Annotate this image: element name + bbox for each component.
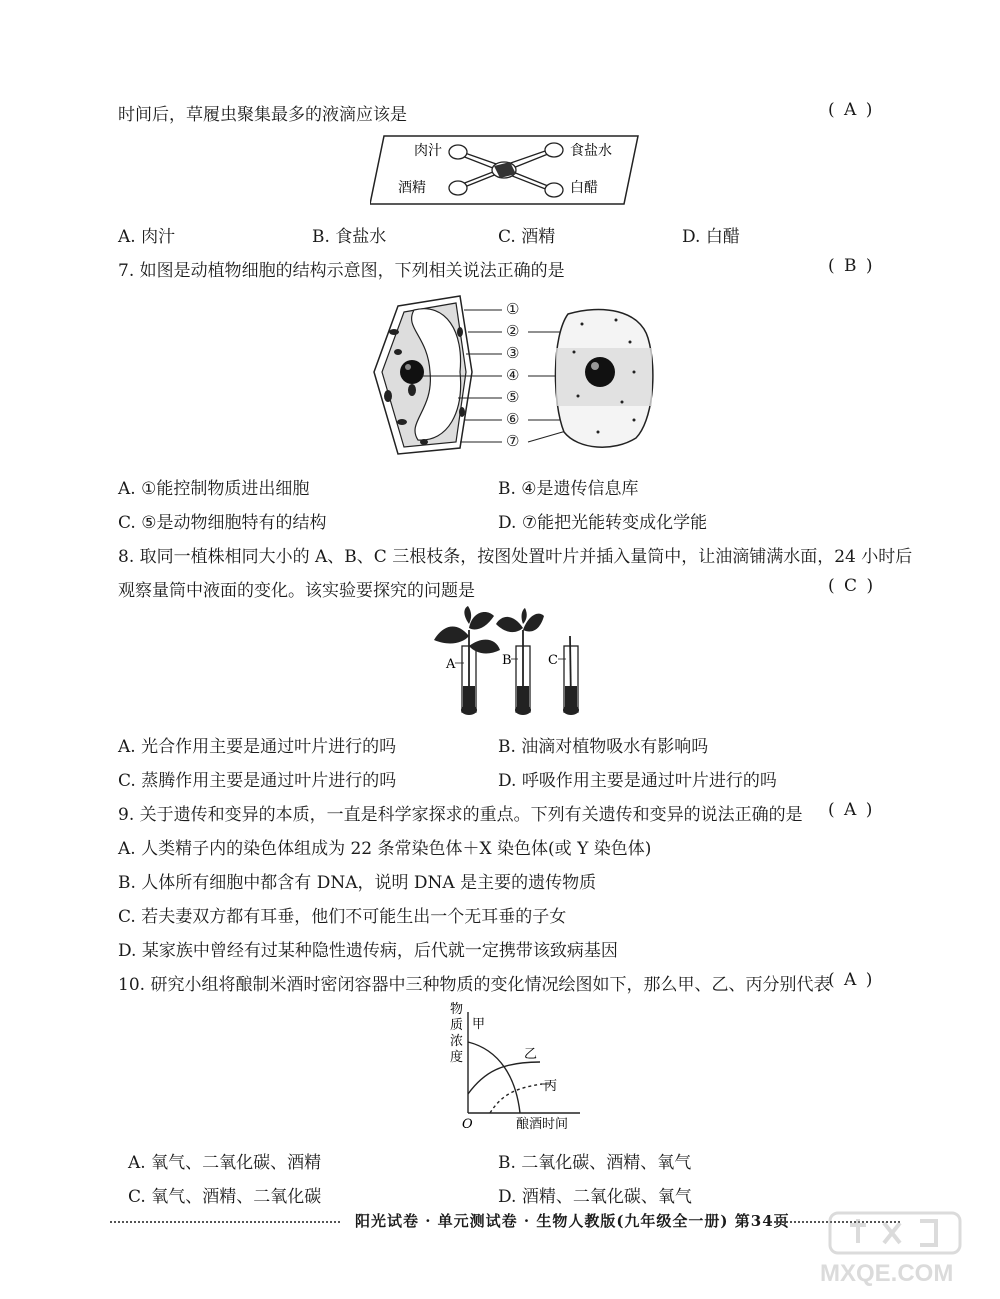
q10-answer: ( A ) xyxy=(828,970,875,990)
q8-label-a: A xyxy=(446,657,456,672)
watermark-logo xyxy=(810,1209,980,1289)
q8-label-b: B xyxy=(502,653,512,668)
q8-option-b: B. 油滴对植物吸水有影响吗 xyxy=(498,737,709,757)
q10-xlabel: 酿酒时间 xyxy=(516,1117,569,1132)
q8-stem-line2: 观察量筒中液面的变化。该实验要探究的问题是 xyxy=(118,581,475,601)
q6-stem-tail: 时间后，草履虫聚集最多的液滴应该是 xyxy=(118,105,407,125)
q9-option-c: C. 若夫妻双方都有耳垂，他们不可能生出一个无耳垂的子女 xyxy=(118,907,567,927)
q10-curve-jia xyxy=(468,1042,520,1113)
q10-option-b: B. 二氧化碳、酒精、氧气 xyxy=(498,1153,692,1173)
q7-option-c: C. ⑤是动物细胞特有的结构 xyxy=(118,513,327,533)
marker-3: ③ xyxy=(506,344,520,362)
q8-option-c: C. 蒸腾作用主要是通过叶片进行的吗 xyxy=(118,771,397,791)
q8-label-c: C xyxy=(548,653,558,668)
footer-text: 阳光试卷 · 单元测试卷 · 生物人教版(九年级全一册) 第34页 xyxy=(355,1212,790,1230)
q9-answer: ( A ) xyxy=(828,800,875,820)
q9-stem: 9. 关于遗传和变异的本质，一直是科学家探求的重点。下列有关遗传和变异的说法正确的是 xyxy=(118,805,803,825)
q10-option-d: D. 酒精、二氧化碳、氧气 xyxy=(498,1187,692,1207)
q6-option-c: C. 酒精 xyxy=(498,227,556,247)
q8-stem-line1: 8. 取同一植株相同大小的 A、B、C 三根枝条，按图处置叶片并插入量筒中，让油滴铺满水面，24 小时后 xyxy=(118,547,913,567)
q6-option-a: A. 肉汁 xyxy=(118,227,176,247)
q7-option-b: B. ④是遗传信息库 xyxy=(498,479,639,499)
q10-series-yi: 乙 xyxy=(524,1047,538,1062)
q6-answer: ( A ) xyxy=(828,100,875,120)
q7-answer: ( B ) xyxy=(828,256,875,276)
q9-option-d: D. 某家族中曾经有过某种隐性遗传病，后代就一定携带该致病基因 xyxy=(118,941,618,961)
marker-5: ⑤ xyxy=(506,388,520,406)
q8-option-a: A. 光合作用主要是通过叶片进行的吗 xyxy=(118,737,397,757)
q7-option-a: A. ①能控制物质进出细胞 xyxy=(118,479,310,499)
marker-1: ① xyxy=(506,300,520,318)
marker-7: ⑦ xyxy=(506,432,520,450)
marker-2: ② xyxy=(506,322,520,340)
q10-stem: 10. 研究小组将酿制米酒时密闭容器中三种物质的变化情况绘图如下，那么甲、乙、丙分别代表 xyxy=(118,975,831,995)
q10-graph xyxy=(440,998,600,1134)
q9-option-b: B. 人体所有细胞中都含有 DNA，说明 DNA 是主要的遗传物质 xyxy=(118,873,597,893)
watermark-text: MXQE.COM xyxy=(820,1260,954,1287)
q8-answer: ( C ) xyxy=(828,576,876,596)
q6-label-vinegar: 白醋 xyxy=(570,180,598,196)
q10-option-c: C. 氧气、酒精、二氧化碳 xyxy=(128,1187,322,1207)
q6-label-alcohol: 酒精 xyxy=(398,180,426,196)
q10-ylabel-3: 浓 xyxy=(450,1034,464,1049)
marker-4: ④ xyxy=(506,366,520,384)
q10-origin: O xyxy=(462,1117,473,1132)
q7-option-d: D. ⑦能把光能转变成化学能 xyxy=(498,513,708,533)
q10-option-a: A. 氧气、二氧化碳、酒精 xyxy=(128,1153,322,1173)
q10-series-jia: 甲 xyxy=(472,1017,486,1032)
plant-nucleus xyxy=(400,360,424,384)
page-footer xyxy=(110,1210,900,1234)
animal-nucleus xyxy=(585,357,615,387)
q7-cell-figure xyxy=(368,292,668,462)
q10-ylabel-1: 物 xyxy=(450,1002,464,1017)
q8-branches-figure xyxy=(428,606,588,718)
q9-option-a: A. 人类精子内的染色体组成为 22 条常染色体＋X 染色体(或 Y 染色体) xyxy=(118,839,652,859)
q6-label-meat-juice: 肉汁 xyxy=(414,143,442,159)
q6-slide-figure xyxy=(370,130,640,210)
marker-6: ⑥ xyxy=(506,410,520,428)
q10-curve-bing xyxy=(490,1084,542,1113)
q10-ylabel-2: 质 xyxy=(450,1018,464,1033)
q6-option-d: D. 白醋 xyxy=(682,227,740,247)
q8-option-d: D. 呼吸作用主要是通过叶片进行的吗 xyxy=(498,771,777,791)
q7-stem: 7. 如图是动植物细胞的结构示意图，下列相关说法正确的是 xyxy=(118,261,565,281)
q6-option-b: B. 食盐水 xyxy=(312,227,387,247)
q10-ylabel-4: 度 xyxy=(450,1050,464,1065)
footer-dots-left xyxy=(110,1221,340,1223)
q6-label-salt-water: 食盐水 xyxy=(570,143,612,159)
q10-series-bing: 丙 xyxy=(544,1079,558,1094)
q10-curve-yi xyxy=(468,1062,540,1094)
